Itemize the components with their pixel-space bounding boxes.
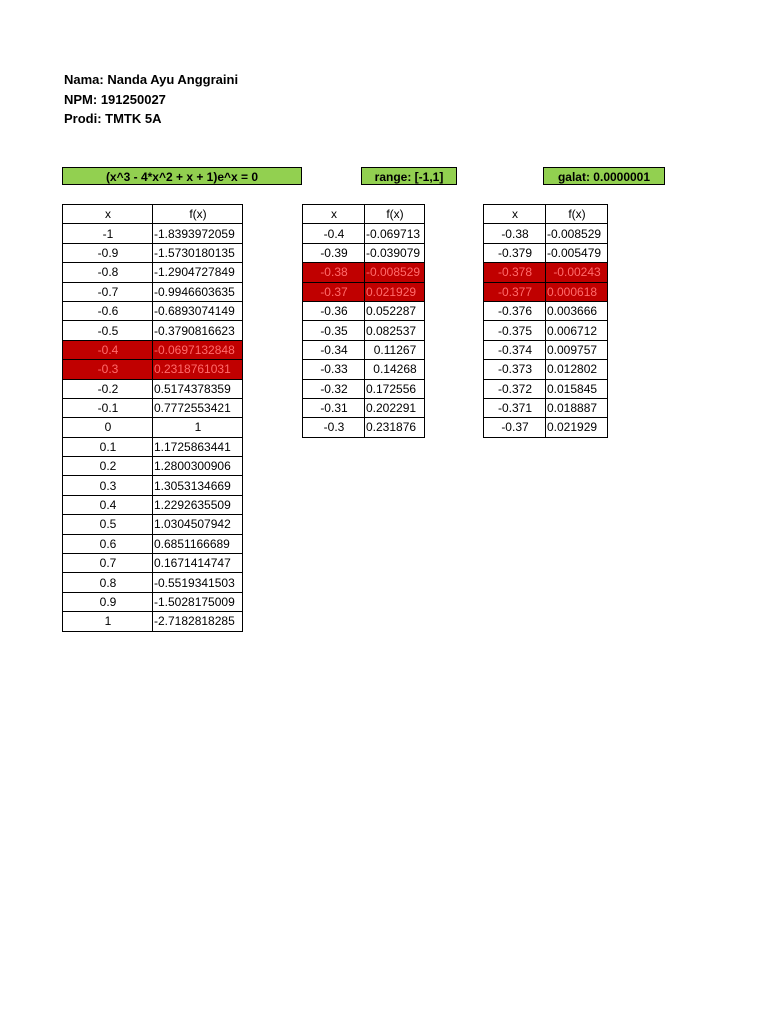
student-name: Nama: Nanda Ayu Anggraini (64, 72, 239, 87)
table-row (303, 263, 425, 282)
table-row (63, 321, 243, 340)
table-row (63, 379, 243, 398)
cell-x[interactable]: 0.8 (63, 573, 153, 592)
cell-fx[interactable]: 0.015845 (546, 379, 608, 398)
table-row (484, 243, 608, 262)
table-row (63, 263, 243, 282)
cell-x[interactable]: -0.3 (303, 418, 365, 437)
cell-x[interactable]: -0.377 (484, 282, 546, 301)
cell-fx[interactable]: -0.0697132848 (153, 340, 243, 359)
cell-x[interactable]: -0.1 (63, 398, 153, 417)
cell-fx[interactable]: 0.000618 (546, 282, 608, 301)
cell-x[interactable]: -0.38 (303, 263, 365, 282)
cell-x[interactable]: 0.4 (63, 495, 153, 514)
table-row (63, 457, 243, 476)
cell-x[interactable]: -0.38 (484, 224, 546, 243)
cell-fx[interactable]: 0.018887 (546, 398, 608, 417)
cell-fx[interactable]: 0.14268 (365, 360, 425, 379)
table-row (63, 243, 243, 262)
table-row (484, 398, 608, 417)
table-row (303, 282, 425, 301)
cell-fx[interactable]: 0.006712 (546, 321, 608, 340)
table-row (63, 360, 243, 379)
cell-fx[interactable]: 0.021929 (365, 282, 425, 301)
cell-x[interactable]: -0.9 (63, 243, 153, 262)
table-row (484, 418, 608, 437)
cell-x[interactable]: 0.7 (63, 554, 153, 573)
table-row (303, 360, 425, 379)
table-row (63, 573, 243, 592)
cell-x[interactable]: 0.6 (63, 534, 153, 553)
table-row (63, 437, 243, 456)
student-npm: NPM: 191250027 (64, 91, 166, 107)
table-row (484, 321, 608, 340)
table-row (484, 224, 608, 243)
cell-x[interactable]: -0.2 (63, 379, 153, 398)
range-label: range: [-1,1] (361, 167, 457, 185)
cell-fx[interactable]: 0.7772553421 (153, 398, 243, 417)
cell-x[interactable]: 0.2 (63, 457, 153, 476)
cell-x[interactable]: -0.379 (484, 243, 546, 262)
cell-x[interactable]: -0.37 (484, 418, 546, 437)
cell-x[interactable]: 0 (63, 418, 153, 437)
header-x[interactable]: x (303, 205, 365, 224)
student-info (64, 70, 238, 129)
table-row (63, 418, 243, 437)
cell-x[interactable]: -0.5 (63, 321, 153, 340)
cell-x[interactable]: 0.1 (63, 437, 153, 456)
header-x[interactable]: x (484, 205, 546, 224)
cell-fx[interactable]: 0.5174378359 (153, 379, 243, 398)
cell-fx[interactable]: 1.1725863441 (153, 437, 243, 456)
cell-x[interactable]: -0.375 (484, 321, 546, 340)
table-row (303, 301, 425, 320)
cell-x[interactable]: 1 (63, 612, 153, 631)
header-fx[interactable]: f(x) (365, 205, 425, 224)
table-row (484, 379, 608, 398)
cell-x[interactable]: -0.35 (303, 321, 365, 340)
cell-fx[interactable]: -0.069713 (365, 224, 425, 243)
cell-fx[interactable]: -2.7182818285 (153, 612, 243, 631)
cell-x[interactable]: 0.3 (63, 476, 153, 495)
cell-fx[interactable]: -1.5730180135 (153, 243, 243, 262)
cell-fx[interactable]: 0.6851166689 (153, 534, 243, 553)
cell-fx[interactable]: -0.005479 (546, 243, 608, 262)
cell-x[interactable]: -0.36 (303, 301, 365, 320)
cell-x[interactable]: -0.32 (303, 379, 365, 398)
cell-x[interactable]: -1 (63, 224, 153, 243)
cell-fx[interactable]: 0.003666 (546, 301, 608, 320)
cell-fx[interactable]: 0.1671414747 (153, 554, 243, 573)
equation-label: (x^3 - 4*x^2 + x + 1)e^x = 0 (62, 167, 302, 185)
cell-x[interactable]: -0.37 (303, 282, 365, 301)
cell-x[interactable]: -0.3 (63, 360, 153, 379)
table-row (303, 224, 425, 243)
cell-fx[interactable]: 0.172556 (365, 379, 425, 398)
cell-x[interactable]: -0.34 (303, 340, 365, 359)
cell-x[interactable]: -0.8 (63, 263, 153, 282)
bisection-table-2 (302, 204, 425, 438)
table-row (63, 612, 243, 631)
cell-x[interactable]: -0.7 (63, 282, 153, 301)
cell-fx[interactable]: 0.231876 (365, 418, 425, 437)
cell-fx[interactable]: -0.9946603635 (153, 282, 243, 301)
header-fx[interactable]: f(x) (546, 205, 608, 224)
cell-x[interactable]: -0.33 (303, 360, 365, 379)
cell-fx[interactable]: 1.2292635509 (153, 495, 243, 514)
table-row (63, 301, 243, 320)
cell-x[interactable]: -0.373 (484, 360, 546, 379)
bisection-table-1 (62, 204, 243, 632)
table-row (63, 282, 243, 301)
cell-x[interactable]: 0.5 (63, 515, 153, 534)
table-row (303, 398, 425, 417)
cell-fx[interactable]: 0.009757 (546, 340, 608, 359)
table-row (484, 301, 608, 320)
cell-x[interactable]: -0.376 (484, 301, 546, 320)
table-row (484, 340, 608, 359)
cell-fx[interactable]: 0.052287 (365, 301, 425, 320)
student-prodi: Prodi: TMTK 5A (64, 111, 162, 126)
cell-fx[interactable]: -1.8393972059 (153, 224, 243, 243)
table-row (484, 263, 608, 282)
cell-fx[interactable]: -0.039079 (365, 243, 425, 262)
cell-fx[interactable]: -1.2904727849 (153, 263, 243, 282)
table-header-row (484, 205, 608, 224)
cell-fx[interactable]: 0.021929 (546, 418, 608, 437)
table-row (63, 495, 243, 514)
cell-fx[interactable]: -0.5519341503 (153, 573, 243, 592)
cell-fx[interactable]: -0.6893074149 (153, 301, 243, 320)
cell-x[interactable]: 0.9 (63, 592, 153, 611)
table-row (63, 224, 243, 243)
cell-fx[interactable]: 0.082537 (365, 321, 425, 340)
cell-fx[interactable]: -0.3790816623 (153, 321, 243, 340)
cell-fx[interactable]: 0.012802 (546, 360, 608, 379)
cell-fx[interactable]: 0.2318761031 (153, 360, 243, 379)
cell-fx[interactable]: -1.5028175009 (153, 592, 243, 611)
cell-fx[interactable]: 1 (153, 418, 243, 437)
table-row (484, 282, 608, 301)
table-row (63, 398, 243, 417)
table-row (63, 534, 243, 553)
table-row (303, 379, 425, 398)
table-row (303, 340, 425, 359)
cell-x[interactable]: -0.374 (484, 340, 546, 359)
cell-x[interactable]: -0.39 (303, 243, 365, 262)
cell-x[interactable]: -0.4 (63, 340, 153, 359)
table-header-row (303, 205, 425, 224)
cell-x[interactable]: -0.6 (63, 301, 153, 320)
cell-x[interactable]: -0.372 (484, 379, 546, 398)
cell-x[interactable]: -0.31 (303, 398, 365, 417)
cell-fx[interactable]: 1.3053134669 (153, 476, 243, 495)
cell-fx[interactable]: -0.008529 (365, 263, 425, 282)
bisection-table-3 (483, 204, 608, 438)
cell-fx[interactable]: 1.0304507942 (153, 515, 243, 534)
table-row (303, 321, 425, 340)
cell-fx[interactable]: -0.008529 (546, 224, 608, 243)
header-fx[interactable]: f(x) (153, 205, 243, 224)
table-row (63, 340, 243, 359)
table-row (63, 592, 243, 611)
cell-fx[interactable]: 1.2800300906 (153, 457, 243, 476)
cell-fx[interactable]: 0.11267 (365, 340, 425, 359)
table-row (484, 360, 608, 379)
table-row (63, 554, 243, 573)
table-row (63, 515, 243, 534)
cell-fx[interactable]: -0.00243 (546, 263, 608, 282)
cell-fx[interactable]: 0.202291 (365, 398, 425, 417)
cell-x[interactable]: -0.378 (484, 263, 546, 282)
table-row (303, 418, 425, 437)
header-x[interactable]: x (63, 205, 153, 224)
cell-x[interactable]: -0.4 (303, 224, 365, 243)
table-header-row (63, 205, 243, 224)
cell-x[interactable]: -0.371 (484, 398, 546, 417)
table-row (63, 476, 243, 495)
table-row (303, 243, 425, 262)
galat-label: galat: 0.0000001 (543, 167, 665, 185)
